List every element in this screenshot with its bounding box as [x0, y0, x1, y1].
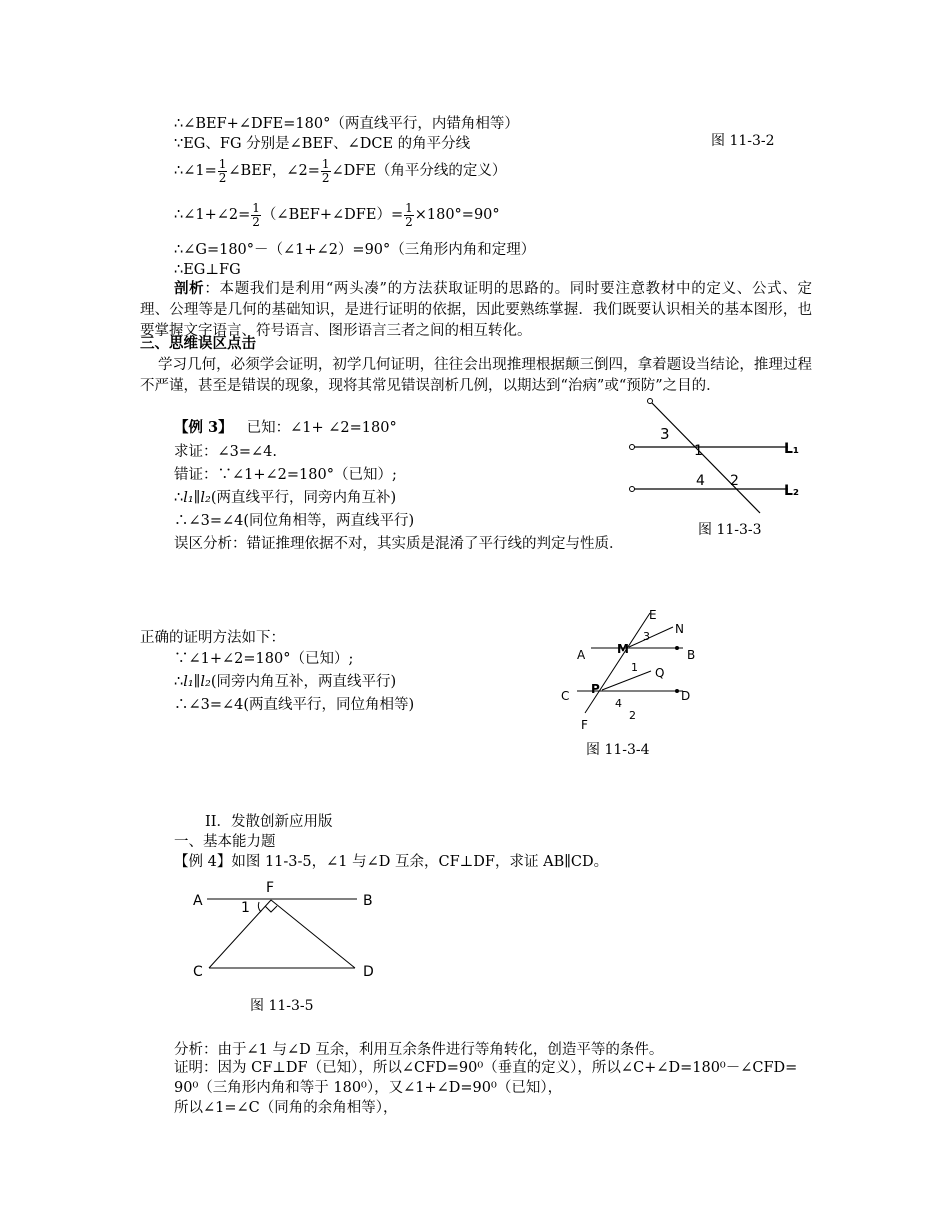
figure-caption-11-3-2: 图 11-3-2 — [711, 133, 775, 149]
transversal-endpoint — [648, 399, 653, 404]
correct-intro: 正确的证明方法如下： — [140, 630, 285, 646]
fraction-numerator: 1 — [218, 156, 227, 171]
point-label-a: A — [577, 648, 586, 662]
analysis-paragraph — [140, 278, 812, 342]
point-d — [675, 689, 679, 693]
segment-fc — [209, 900, 271, 968]
point-label-p: P — [591, 682, 600, 696]
correct-step-2 — [174, 672, 396, 692]
example4-proof-3: 所以∠1=∠C（同角的余角相等）， — [174, 1100, 398, 1116]
angle-label-1: 1 — [631, 661, 638, 674]
example3-given-text: 已知：∠1+ ∠2=180° — [246, 420, 397, 436]
point-label-m: M — [617, 642, 629, 656]
point-label-d: D — [681, 689, 691, 703]
point-label-f: F — [266, 880, 275, 896]
figure-11-3-3 — [620, 395, 810, 515]
example3-given — [174, 418, 397, 438]
proof-line-3-c: ∠DFE（角平分线的定义） — [331, 163, 507, 179]
fraction-denominator: 2 — [252, 214, 260, 229]
proof-line-1: ∴∠BEF+∠DFE=180°（两直线平行，内错角相等） — [174, 116, 519, 132]
point-label-b: B — [687, 648, 696, 662]
angle-label-4: 4 — [696, 473, 705, 489]
point-label-c: C — [193, 964, 203, 980]
therefore-symbol: ∴ — [174, 490, 184, 506]
part2-subheading: 一、基本能力题 — [174, 834, 276, 850]
angle-label-1: 1 — [694, 443, 703, 459]
angle-label-4: 4 — [615, 697, 622, 710]
point-label-c: C — [561, 689, 570, 703]
parallel-l1-l2: l₁∥l₂ — [183, 490, 211, 506]
fraction-half — [321, 158, 331, 185]
proof-line-2: ∵EG、FG 分别是∠BEF、∠DCE 的角平分线 — [174, 136, 471, 152]
angle-1-arc — [258, 902, 261, 912]
fraction-half — [251, 202, 261, 229]
angle-label-3: 3 — [643, 630, 650, 643]
fraction-denominator: 2 — [218, 170, 227, 185]
right-angle-mark — [265, 906, 277, 912]
analysis-text: ：本题我们是利用“两头凑”的方法获取证明的思路的。同时要注意教材中的定义、公式、定理、公理等是几何的基础知识，是进行证明的依据，因此要熟练掌握．我们既要认识相关的基本图形，也要掌握文字语言、符号语言、图形语言三者之间的相互转化。 — [140, 281, 813, 339]
example4-proof-2: 90⁰（三角形内角和等于 180⁰），又∠1+∠D=90⁰（已知）， — [174, 1080, 563, 1096]
point-label-e: E — [649, 608, 657, 622]
line-label-l2: L₂ — [784, 483, 800, 499]
section-heading-3: 三、思维误区点击 — [140, 335, 256, 352]
line-l2-endpoint — [630, 487, 635, 492]
proof-line-4-a: ∴∠1+∠2= — [174, 207, 251, 223]
example3-wrong-2 — [174, 488, 396, 508]
point-label-q: Q — [655, 666, 665, 680]
proof-line-3-a: ∴∠1= — [174, 163, 217, 179]
point-label-b: B — [363, 893, 373, 909]
fraction-half — [404, 202, 414, 229]
proof-line-6: ∴EG⊥FG — [174, 262, 241, 278]
figure-11-3-4 — [555, 605, 715, 735]
fraction-half — [218, 158, 228, 185]
example4-proof-1: 证明：因为 CF⊥DF（已知），所以∠CFD=90⁰（垂直的定义），所以∠C+∠D=180⁰－∠CFD= — [174, 1060, 798, 1076]
proof-line-3-b: ∠BEF，∠2= — [228, 163, 320, 179]
example4-statement: 【例 4】如图 11-3-5，∠1 与∠D 互余，CF⊥DF，求证 AB∥CD。 — [174, 854, 609, 870]
point-label-a: A — [193, 893, 203, 909]
part2-title: II．发散创新应用版 — [205, 814, 333, 830]
angle-label-2: 2 — [629, 709, 636, 722]
example3-wrong-1: 错证：∵∠1+∠2=180°（已知）; — [174, 467, 397, 483]
line-label-l1: L₁ — [784, 441, 800, 457]
ray-pq — [602, 671, 651, 690]
point-b — [675, 646, 679, 650]
correct-step-1: ∵∠1+∠2=180°（已知）; — [174, 651, 354, 667]
proof-line-4-c: ×180°=90° — [414, 207, 500, 223]
segment-fd — [271, 900, 355, 968]
analysis-label: 剖析 — [174, 280, 205, 297]
parallel-l1-l2: l₁∥l₂ — [183, 674, 211, 690]
figure-caption-11-3-3: 图 11-3-3 — [698, 522, 762, 538]
line-l1-endpoint — [630, 445, 635, 450]
correct-step-3: ∴∠3=∠4(两直线平行，同位角相等) — [174, 697, 415, 713]
transversal-line — [650, 401, 760, 513]
section3-intro: 学习几何，必须学会证明，初学几何证明，往往会出现推理根据颠三倒四，拿着题设当结论，推理过程不严谨，甚至是错误的现象，现将其常见错误剖析几例，以期达到“治病”或“预防”之目的． — [140, 357, 812, 394]
fraction-denominator: 2 — [405, 214, 413, 229]
point-label-f: F — [581, 718, 588, 732]
figure-caption-11-3-4: 图 11-3-4 — [586, 742, 650, 758]
angle-label-2: 2 — [730, 473, 739, 489]
example3-wrong-2-reason: (两直线平行，同旁内角互补) — [210, 490, 397, 506]
fraction-numerator: 1 — [405, 200, 413, 215]
angle-label-1: 1 — [241, 900, 250, 916]
proof-line-5: ∴∠G=180°－（∠1+∠2）=90°（三角形内角和定理） — [174, 242, 536, 258]
example3-wrong-3: ∴∠3=∠4(同位角相等，两直线平行) — [174, 513, 415, 529]
ray-mn — [629, 627, 673, 647]
therefore-symbol: ∴ — [174, 674, 184, 690]
example3-error-analysis: 误区分析：错证推理依据不对，其实质是混淆了平行线的判定与性质． — [174, 536, 624, 552]
point-label-d: D — [363, 964, 374, 980]
proof-line-3 — [174, 156, 506, 186]
example3-prove: 求证：∠3=∠4. — [174, 444, 278, 460]
figure-caption-11-3-5: 图 11-3-5 — [250, 998, 314, 1014]
example3-label: 【例 3】 — [174, 419, 233, 436]
point-label-n: N — [675, 622, 684, 636]
figure-11-3-5 — [185, 872, 385, 987]
example4-analysis: 分析：由于∠1 与∠D 互余，利用互余条件进行等角转化，创造平等的条件。 — [174, 1042, 664, 1058]
angle-label-3: 3 — [660, 425, 670, 443]
fraction-denominator: 2 — [321, 170, 330, 185]
proof-line-4 — [174, 200, 500, 230]
proof-line-4-b: （∠BEF+∠DFE）= — [261, 207, 404, 223]
correct-step-2-reason: (同旁内角互补，两直线平行) — [210, 674, 397, 690]
fraction-numerator: 1 — [252, 200, 260, 215]
fraction-numerator: 1 — [321, 156, 330, 171]
